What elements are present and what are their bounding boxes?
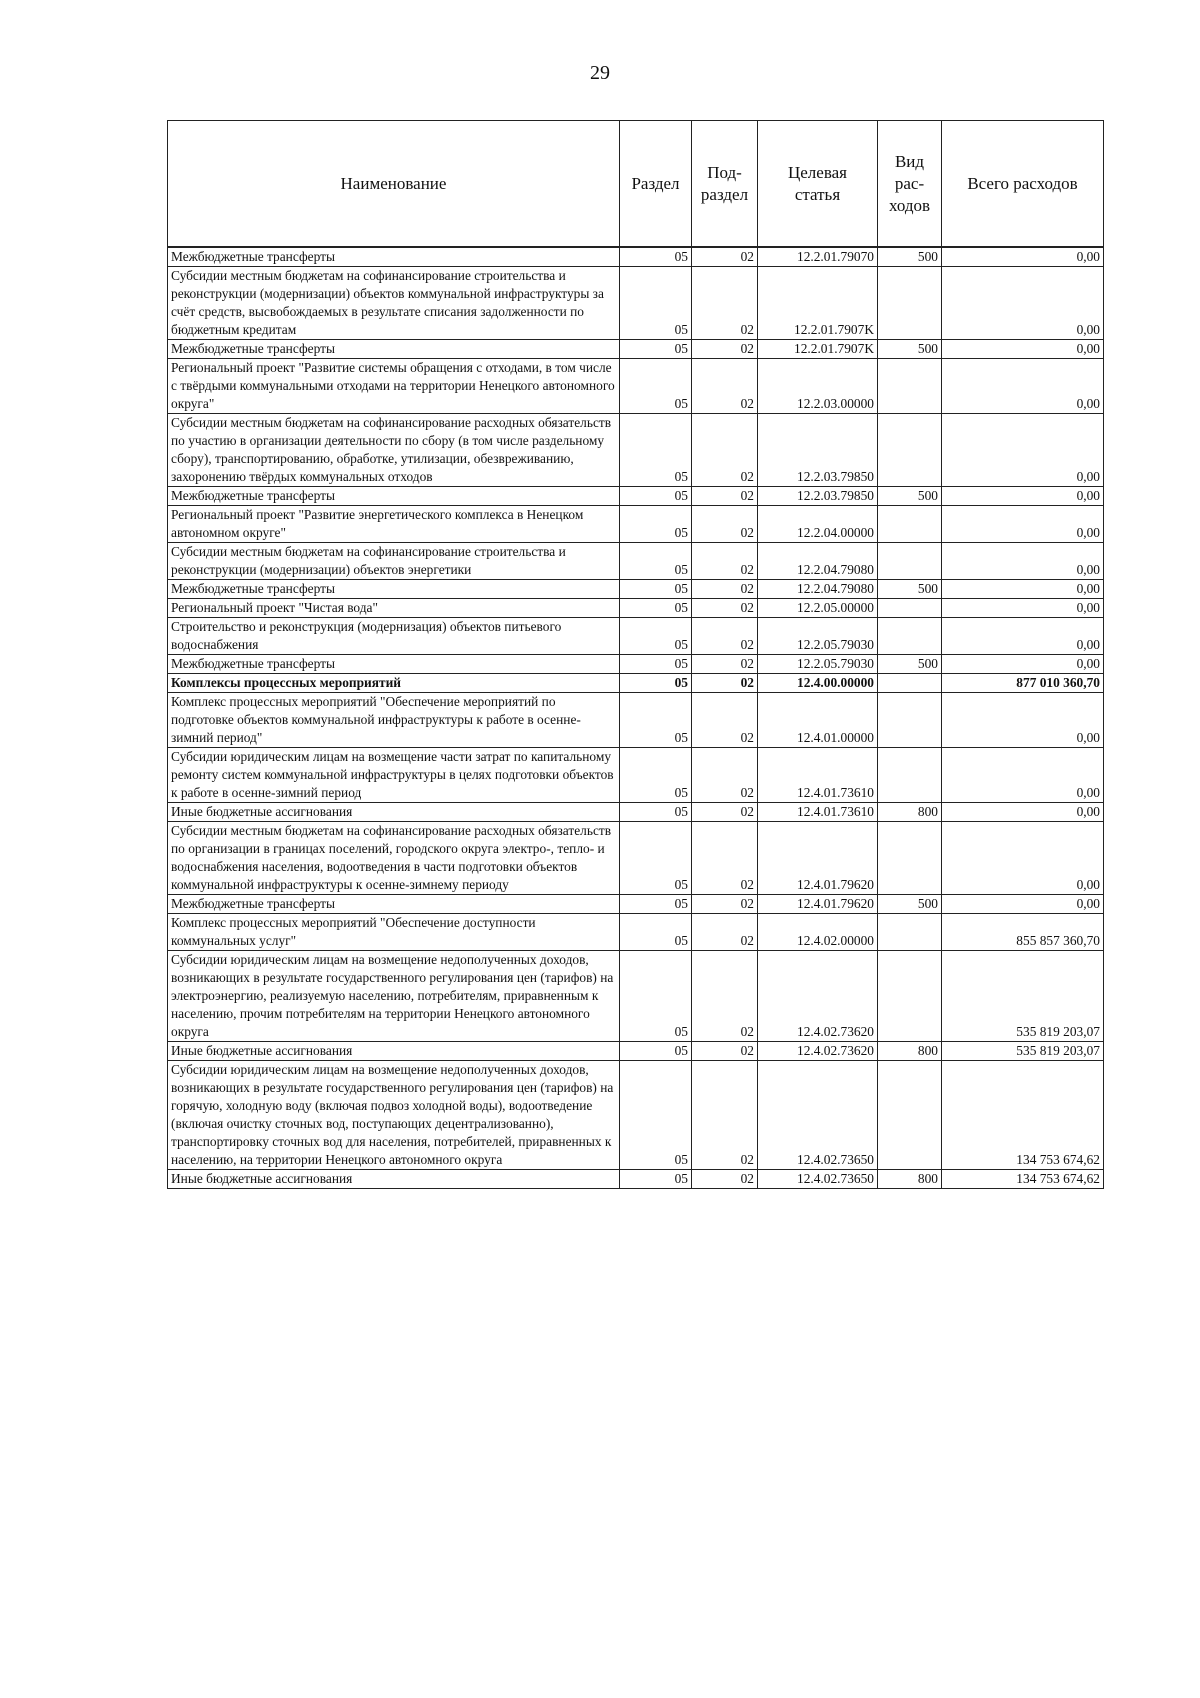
header-row	[168, 121, 1104, 248]
cell-subsection: 02	[692, 803, 758, 822]
cell-name: Субсидии местным бюджетам на софинансирование строительства и реконструкции (модернизации) объектов энергетики	[168, 543, 620, 580]
cell-subsection: 02	[692, 914, 758, 951]
cell-name: Региональный проект "Развитие энергетического комплекса в Ненецком автономном округе"	[168, 506, 620, 543]
cell-kind: 800	[878, 1042, 942, 1061]
cell-name: Иные бюджетные ассигнования	[168, 803, 620, 822]
cell-name: Иные бюджетные ассигнования	[168, 1042, 620, 1061]
table-row	[168, 748, 1104, 803]
cell-subsection: 02	[692, 895, 758, 914]
cell-target: 12.2.04.00000	[758, 506, 878, 543]
cell-kind	[878, 822, 942, 895]
cell-subsection: 02	[692, 693, 758, 748]
table-row	[168, 822, 1104, 895]
table-row	[168, 1061, 1104, 1170]
cell-kind	[878, 1061, 942, 1170]
cell-target: 12.2.04.79080	[758, 580, 878, 599]
cell-subsection: 02	[692, 487, 758, 506]
cell-name: Субсидии юридическим лицам на возмещение части затрат по капитальному ремонту систем коммунальной инфраструктуры в целях подготовки объектов к работе в осенне-зимний период	[168, 748, 620, 803]
cell-kind: 800	[878, 803, 942, 822]
cell-total: 0,00	[942, 247, 1104, 267]
cell-total: 0,00	[942, 599, 1104, 618]
table-row	[168, 1170, 1104, 1189]
cell-kind	[878, 618, 942, 655]
cell-section: 05	[620, 895, 692, 914]
table-row	[168, 543, 1104, 580]
cell-section: 05	[620, 359, 692, 414]
cell-name: Межбюджетные трансферты	[168, 580, 620, 599]
header-kind: Вид рас- ходов	[878, 121, 942, 248]
cell-total: 0,00	[942, 506, 1104, 543]
cell-section: 05	[620, 1042, 692, 1061]
cell-subsection: 02	[692, 822, 758, 895]
cell-target: 12.4.01.73610	[758, 748, 878, 803]
cell-kind	[878, 599, 942, 618]
table-row	[168, 487, 1104, 506]
cell-target: 12.2.05.79030	[758, 655, 878, 674]
header-name: Наименование	[168, 121, 620, 248]
cell-target: 12.2.01.79070	[758, 247, 878, 267]
cell-total: 0,00	[942, 803, 1104, 822]
page-number: 29	[590, 62, 610, 84]
cell-name: Межбюджетные трансферты	[168, 487, 620, 506]
budget-table	[167, 120, 1104, 1189]
table-row	[168, 618, 1104, 655]
cell-target: 12.4.02.73620	[758, 951, 878, 1042]
cell-subsection: 02	[692, 247, 758, 267]
cell-section: 05	[620, 414, 692, 487]
cell-target: 12.2.04.79080	[758, 543, 878, 580]
cell-section: 05	[620, 599, 692, 618]
cell-section: 05	[620, 693, 692, 748]
cell-section: 05	[620, 1061, 692, 1170]
table-row	[168, 414, 1104, 487]
cell-total: 0,00	[942, 414, 1104, 487]
table-row	[168, 674, 1104, 693]
cell-section: 05	[620, 914, 692, 951]
cell-kind: 500	[878, 247, 942, 267]
cell-total: 0,00	[942, 693, 1104, 748]
cell-section: 05	[620, 580, 692, 599]
cell-target: 12.4.01.79620	[758, 822, 878, 895]
cell-subsection: 02	[692, 674, 758, 693]
cell-target: 12.2.03.79850	[758, 487, 878, 506]
cell-subsection: 02	[692, 506, 758, 543]
cell-name: Региональный проект "Чистая вода"	[168, 599, 620, 618]
cell-kind	[878, 748, 942, 803]
cell-section: 05	[620, 748, 692, 803]
cell-kind	[878, 914, 942, 951]
cell-subsection: 02	[692, 414, 758, 487]
cell-subsection: 02	[692, 1042, 758, 1061]
cell-subsection: 02	[692, 951, 758, 1042]
table-row	[168, 693, 1104, 748]
cell-subsection: 02	[692, 618, 758, 655]
header-subsection: Под- раздел	[692, 121, 758, 248]
table-row	[168, 895, 1104, 914]
cell-section: 05	[620, 951, 692, 1042]
cell-total: 0,00	[942, 822, 1104, 895]
cell-target: 12.2.03.00000	[758, 359, 878, 414]
cell-target: 12.4.01.73610	[758, 803, 878, 822]
table-row	[168, 914, 1104, 951]
cell-name: Иные бюджетные ассигнования	[168, 1170, 620, 1189]
cell-target: 12.4.02.73650	[758, 1061, 878, 1170]
cell-total: 877 010 360,70	[942, 674, 1104, 693]
cell-name: Субсидии местным бюджетам на софинансирование расходных обязательств по организации в границах поселений, городского округа электро-, тепло- и водоснабжения населения, водоотведения в части подготовки объектов коммунальной инфраструктуры к осенне-зимнему периоду	[168, 822, 620, 895]
cell-target: 12.4.01.00000	[758, 693, 878, 748]
cell-subsection: 02	[692, 340, 758, 359]
cell-name: Субсидии юридическим лицам на возмещение недополученных доходов, возникающих в результате государственного регулирования цен (тарифов) на электроэнергию, реализуемую населению, потребителям, приравненным к населению, прочим потребителям на территории Ненецкого автономного округа	[168, 951, 620, 1042]
cell-target: 12.4.02.00000	[758, 914, 878, 951]
cell-total: 0,00	[942, 359, 1104, 414]
cell-target: 12.2.05.00000	[758, 599, 878, 618]
cell-total: 535 819 203,07	[942, 1042, 1104, 1061]
cell-subsection: 02	[692, 1061, 758, 1170]
cell-kind	[878, 543, 942, 580]
table-row	[168, 655, 1104, 674]
cell-target: 12.4.01.79620	[758, 895, 878, 914]
cell-section: 05	[620, 822, 692, 895]
cell-kind	[878, 359, 942, 414]
header-section: Раздел	[620, 121, 692, 248]
table-row	[168, 340, 1104, 359]
cell-kind	[878, 693, 942, 748]
cell-subsection: 02	[692, 359, 758, 414]
cell-kind: 500	[878, 895, 942, 914]
cell-name: Субсидии местным бюджетам на софинансирование расходных обязательств по участию в организации деятельности по сбору (в том числе раздельному сбору), транспортированию, обработке, утилизации, обезвреживанию, захоронению твёрдых коммунальных отходов	[168, 414, 620, 487]
cell-section: 05	[620, 674, 692, 693]
cell-section: 05	[620, 1170, 692, 1189]
cell-kind	[878, 414, 942, 487]
cell-section: 05	[620, 618, 692, 655]
cell-section: 05	[620, 655, 692, 674]
cell-total: 134 753 674,62	[942, 1061, 1104, 1170]
table-row	[168, 359, 1104, 414]
cell-section: 05	[620, 267, 692, 340]
cell-total: 0,00	[942, 580, 1104, 599]
table-row	[168, 803, 1104, 822]
cell-subsection: 02	[692, 599, 758, 618]
cell-name: Межбюджетные трансферты	[168, 895, 620, 914]
cell-name: Межбюджетные трансферты	[168, 247, 620, 267]
cell-target: 12.2.01.7907K	[758, 340, 878, 359]
cell-name: Комплекс процессных мероприятий "Обеспечение мероприятий по подготовке объектов коммунальной инфраструктуры к работе в осенне-зимний период"	[168, 693, 620, 748]
cell-subsection: 02	[692, 748, 758, 803]
cell-subsection: 02	[692, 1170, 758, 1189]
cell-kind	[878, 951, 942, 1042]
cell-kind	[878, 506, 942, 543]
cell-total: 0,00	[942, 895, 1104, 914]
cell-name: Строительство и реконструкция (модернизация) объектов питьевого водоснабжения	[168, 618, 620, 655]
cell-subsection: 02	[692, 543, 758, 580]
cell-name: Комплексы процессных мероприятий	[168, 674, 620, 693]
cell-name: Комплекс процессных мероприятий "Обеспечение доступности коммунальных услуг"	[168, 914, 620, 951]
cell-name: Региональный проект "Развитие системы обращения с отходами, в том числе с твёрдыми коммунальными отходами на территории Ненецкого автономного округа"	[168, 359, 620, 414]
cell-kind	[878, 674, 942, 693]
cell-total: 0,00	[942, 267, 1104, 340]
cell-total: 134 753 674,62	[942, 1170, 1104, 1189]
header-total: Всего расходов	[942, 121, 1104, 248]
cell-total: 855 857 360,70	[942, 914, 1104, 951]
table-body	[168, 247, 1104, 1189]
table-row	[168, 1042, 1104, 1061]
cell-section: 05	[620, 803, 692, 822]
cell-total: 0,00	[942, 618, 1104, 655]
cell-subsection: 02	[692, 267, 758, 340]
table-row	[168, 506, 1104, 543]
table-row	[168, 599, 1104, 618]
cell-name: Субсидии местным бюджетам на софинансирование строительства и реконструкции (модернизации) объектов коммунальной инфраструктуры за счёт средств, высвобождаемых в результате списания задолженности по бюджетным кредитам	[168, 267, 620, 340]
table-row	[168, 951, 1104, 1042]
cell-section: 05	[620, 543, 692, 580]
cell-kind: 500	[878, 487, 942, 506]
cell-target: 12.4.02.73620	[758, 1042, 878, 1061]
cell-subsection: 02	[692, 580, 758, 599]
cell-kind: 500	[878, 580, 942, 599]
cell-subsection: 02	[692, 655, 758, 674]
cell-name: Межбюджетные трансферты	[168, 340, 620, 359]
cell-total: 0,00	[942, 655, 1104, 674]
cell-name: Межбюджетные трансферты	[168, 655, 620, 674]
cell-kind: 500	[878, 655, 942, 674]
table-row	[168, 580, 1104, 599]
cell-section: 05	[620, 506, 692, 543]
header-target: Целевая статья	[758, 121, 878, 248]
cell-target: 12.2.05.79030	[758, 618, 878, 655]
cell-total: 0,00	[942, 487, 1104, 506]
cell-section: 05	[620, 340, 692, 359]
cell-total: 0,00	[942, 340, 1104, 359]
cell-kind	[878, 267, 942, 340]
cell-section: 05	[620, 247, 692, 267]
cell-name: Субсидии юридическим лицам на возмещение недополученных доходов, возникающих в результате государственного регулирования цен (тарифов) на горячую, холодную воду (включая подвоз холодной воды), водоотведение (включая очистку сточных вод, поступающих децентрализованно), транспортировку сточных вод для населения, потребителей, приравненных к населению, на территории Ненецкого автономного округа	[168, 1061, 620, 1170]
cell-target: 12.4.02.73650	[758, 1170, 878, 1189]
cell-kind: 800	[878, 1170, 942, 1189]
cell-total: 0,00	[942, 748, 1104, 803]
cell-target: 12.2.03.79850	[758, 414, 878, 487]
table-row	[168, 267, 1104, 340]
cell-target: 12.2.01.7907K	[758, 267, 878, 340]
cell-section: 05	[620, 487, 692, 506]
cell-kind: 500	[878, 340, 942, 359]
cell-total: 535 819 203,07	[942, 951, 1104, 1042]
cell-total: 0,00	[942, 543, 1104, 580]
cell-target: 12.4.00.00000	[758, 674, 878, 693]
table-row	[168, 247, 1104, 267]
